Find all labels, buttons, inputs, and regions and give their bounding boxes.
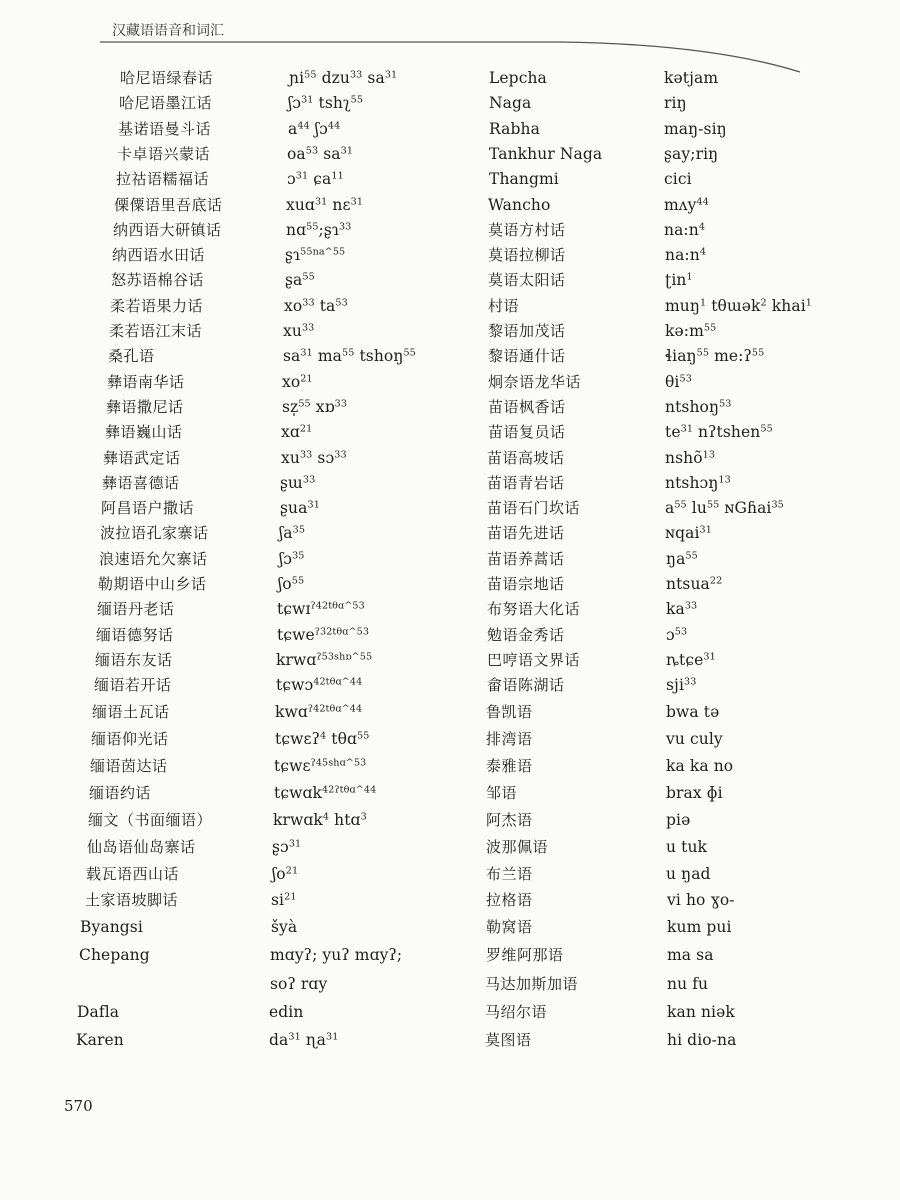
language-name-cell: Chepang [79, 946, 150, 965]
word-form-cell: tɕwe$^{ʔ32t\theta ɑ\^{}53}$ [277, 625, 370, 644]
language-name-cell: 彝语武定话 [103, 448, 181, 467]
word-form-cell: piə [666, 810, 691, 829]
language-name-cell: 纳西语大研镇话 [113, 220, 222, 239]
word-form-cell: $a^{55}$ $lu^{55}$ ɴGɦai$^{35}$ [665, 499, 784, 518]
word-form-cell: tɕwɛʔ$^4$ tθɑ$^{55}$ [275, 730, 370, 748]
language-name-cell: 怒苏语棉谷话 [111, 271, 205, 290]
word-form-cell: vu culy [666, 730, 723, 748]
language-name-cell: 彝语撒尼话 [106, 397, 184, 416]
language-name-cell: 浪速语允欠寨话 [99, 549, 208, 568]
language-name-cell: 阿杰语 [486, 810, 533, 829]
word-form-cell: ɔ$^{31}$ ɕa$^{11}$ [287, 170, 344, 189]
word-form-cell: tɕwɔ$^{42t\theta ɑ\^{}44}$ [276, 676, 363, 695]
language-name-cell: 苗语宗地话 [487, 575, 565, 593]
language-name-cell: 苗语石门坎话 [487, 499, 581, 518]
word-form-cell: ʈin$^1$ [665, 271, 693, 290]
word-form-cell: maŋ-siŋ [664, 119, 727, 138]
word-form-cell: u ŋad [666, 864, 711, 883]
word-form-cell: muŋ$^1$ tθɯək$^2$ khai$^1$ [665, 296, 812, 315]
word-form-cell: $te^{31}$ nʔtshen$^{55}$ [665, 423, 773, 442]
word-form-cell: $na:n^4$ [665, 246, 707, 265]
word-form-cell: kan niək [667, 1002, 735, 1021]
language-name-cell: 柔若语江末话 [109, 322, 203, 340]
word-form-cell: tɕwɑk$^{42ʔt\theta ɑ\^{}44}$ [274, 783, 377, 802]
language-name-cell: 勒期语中山乡话 [98, 575, 207, 593]
word-form-cell: kwɑ$^{ʔ42t\theta ɑ\^{}44}$ [275, 703, 363, 722]
word-form-cell: ma sa [667, 946, 714, 965]
word-form-cell: riŋ [664, 94, 687, 113]
language-name-cell: 纳西语水田话 [112, 246, 206, 265]
word-form-cell: $xu^{33}$ sɔ$^{33}$ [281, 448, 347, 467]
language-name-cell: 缅语茵达话 [90, 756, 168, 775]
language-name-cell: 畲语陈湖话 [487, 676, 565, 695]
word-form-cell: xɑ$^{21}$ [281, 423, 313, 442]
language-name-cell: Naga [489, 94, 532, 113]
language-name-cell: 傈僳语里吾底话 [114, 195, 223, 214]
word-form-cell: nu fu [667, 974, 709, 993]
word-form-cell: ʂɿ$^{55na\^{}55}$ [285, 246, 346, 265]
language-name-cell: 苗语养蒿话 [487, 549, 565, 568]
word-form-cell: nshõ$^{13}$ [665, 448, 716, 467]
word-form-cell: ntshɔŋ$^{13}$ [665, 473, 731, 492]
language-name-cell: 鲁凯语 [486, 703, 533, 722]
language-name-cell: 莫语方村话 [488, 220, 566, 239]
language-name-cell: 土家语坡脚话 [85, 891, 179, 910]
language-name-cell: Thangmi [489, 170, 559, 189]
language-name-cell: 波拉语孔家寨话 [100, 524, 209, 543]
word-form-cell: $xo^{21}$ [282, 372, 313, 391]
word-form-cell: bwa tə [666, 703, 720, 722]
language-name-cell: Byangsi [80, 918, 143, 937]
language-name-cell: 仙岛语仙岛寨话 [87, 837, 196, 856]
language-name-cell: 泰雅语 [486, 756, 533, 775]
word-form-cell: ɬiaŋ$^{55}$ me:ʔ$^{55}$ [665, 347, 765, 366]
language-name-cell: 布努语大化话 [487, 600, 581, 619]
language-name-cell: 苗语复员话 [488, 423, 566, 442]
language-name-cell: 炯奈语龙华话 [488, 372, 582, 391]
language-name-cell: 阿昌语户撒话 [101, 499, 195, 518]
word-form-cell: sz̩$^{55}$ xɒ$^{33}$ [282, 397, 348, 416]
word-form-cell: $da^{31}$ ɳa$^{31}$ [269, 1030, 339, 1049]
word-form-cell: ʂay;riŋ [664, 144, 719, 163]
word-form-cell: u tuk [666, 837, 708, 856]
language-name-cell: 彝语喜德话 [102, 473, 180, 492]
language-name-cell: 村语 [488, 296, 520, 315]
language-name-cell: 哈尼语绿春话 [120, 69, 214, 87]
language-name-cell: Tankhur Naga [489, 144, 603, 163]
language-name-cell: 勒窝语 [486, 918, 533, 937]
word-form-cell: ʃɔ$^{35}$ [279, 549, 305, 568]
word-form-cell: $ŋa^{55}$ [666, 549, 698, 568]
language-name-cell: 波那佩语 [486, 837, 549, 856]
word-form-cell: nɑ$^{55}$;ʂɿ$^{33}$ [286, 220, 352, 239]
language-name-cell: 马达加斯加语 [485, 974, 579, 993]
language-name-cell: 基诺语曼斗话 [118, 119, 212, 138]
page-number: 570 [64, 1097, 93, 1115]
language-name-cell: Wancho [488, 195, 551, 214]
word-form-cell: hi dio-na [667, 1030, 737, 1049]
language-name-cell: 载瓦语西山话 [86, 864, 180, 883]
word-form-cell: soʔ rɑy [270, 974, 328, 993]
word-form-cell: mɑyʔ; yuʔ mɑyʔ; [270, 946, 403, 965]
word-form-cell: šyà [271, 918, 298, 937]
word-form-cell: kum pui [667, 918, 732, 937]
word-form-cell: krwɑ$^{ʔ53shɒ\^{}55}$ [276, 650, 373, 669]
language-name-cell: 桑孔语 [108, 347, 155, 366]
word-form-cell: ʃa$^{35}$ [279, 524, 306, 543]
word-form-cell: tɕwɪ$^{ʔ42t\theta ɑ\^{}53}$ [277, 600, 365, 619]
word-form-cell: $na:n^4$ [664, 220, 706, 239]
language-name-cell: 缅语德努话 [96, 625, 174, 644]
word-form-cell: ntsua$^{22}$ [666, 575, 723, 593]
language-name-cell: 哈尼语墨江话 [119, 94, 213, 113]
language-name-cell: 彝语巍山话 [105, 423, 183, 442]
word-form-cell: mʌy$^{44}$ [664, 195, 709, 214]
word-form-cell: $xo^{33}$ $ta^{53}$ [284, 296, 348, 315]
language-name-cell: 卡卓语兴蒙话 [117, 144, 211, 163]
word-form-cell: $\theta i^{53}$ [665, 372, 692, 391]
language-name-cell: 苗语先进话 [487, 524, 565, 543]
language-name-cell: 缅语仰光话 [91, 730, 169, 748]
language-name-cell: 马绍尔语 [485, 1002, 548, 1021]
word-form-cell: vi ho ɣo- [667, 891, 735, 910]
language-name-cell: 罗维阿那语 [486, 946, 564, 965]
word-form-cell: krwɑk$^4$ htɑ$^3$ [273, 810, 367, 829]
word-form-cell: ɲi$^{55}$ dzu$^{33}$ $sa^{31}$ [289, 69, 398, 87]
language-name-cell: 苗语高坡话 [487, 448, 565, 467]
word-form-cell: $xu^{33}$ [283, 322, 315, 340]
language-name-cell: 缅语约话 [89, 783, 152, 802]
word-form-cell: ʂua$^{31}$ [280, 499, 320, 518]
word-form-cell: kətjam [664, 69, 719, 87]
word-form-cell: $sa^{31}$ $ma^{55}$ tshoŋ$^{55}$ [283, 347, 416, 366]
language-name-cell: 拉祜语糯福话 [116, 170, 210, 189]
language-name-cell: 邹语 [486, 783, 518, 802]
word-form-cell: edin [269, 1002, 304, 1021]
language-name-cell: 缅语丹老话 [97, 600, 175, 619]
word-form-cell: cici [664, 170, 692, 189]
word-form-cell: ʂɔ$^{31}$ [272, 837, 302, 856]
language-name-cell: 苗语青岩话 [487, 473, 565, 492]
word-form-cell: tɕwɛ$^{ʔ45shɑ\^{}53}$ [274, 756, 367, 775]
language-name-cell: 莫语拉柳话 [488, 246, 566, 265]
language-name-cell: Rabha [489, 119, 540, 138]
language-name-cell: 布兰语 [486, 864, 533, 883]
word-form-cell: ɴqai$^{31}$ [665, 524, 712, 543]
language-name-cell: 彝语南华话 [107, 372, 185, 391]
word-form-cell: $a^{44}$ ʃɔ$^{44}$ [288, 119, 341, 138]
word-form-cell: $si^{21}$ [271, 891, 297, 910]
word-form-cell: ʂɯ$^{33}$ [280, 473, 316, 492]
word-form-cell: ʃo$^{21}$ [272, 864, 299, 883]
language-name-cell: 巴哼语文界话 [487, 650, 581, 669]
language-name-cell: 排湾语 [486, 730, 533, 748]
language-name-cell: 缅语若开话 [94, 676, 172, 695]
word-form-cell: ʂa$^{55}$ [285, 271, 315, 290]
word-form-cell: $kə:m^{55}$ [665, 322, 717, 340]
word-form-cell: ʃo$^{55}$ [278, 575, 305, 593]
language-name-cell: 黎语通什话 [488, 347, 566, 366]
language-name-cell: 拉格语 [486, 891, 533, 910]
word-form-cell: ntshoŋ$^{53}$ [665, 397, 732, 416]
language-name-cell: 缅语东友话 [95, 650, 173, 669]
language-name-cell: 缅语土瓦话 [92, 703, 170, 722]
word-form-cell: brax ɸi [666, 783, 723, 802]
language-name-cell: 莫语太阳话 [488, 271, 566, 290]
language-name-cell: 黎语加茂话 [488, 322, 566, 340]
language-name-cell: Karen [76, 1030, 124, 1049]
word-form-cell: ʃɔ$^{31}$ tshʅ$^{55}$ [288, 94, 364, 113]
word-form-cell: $ka^{33}$ [666, 600, 698, 619]
language-name-cell: 缅文（书面缅语） [88, 810, 213, 829]
language-name-cell: 莫图语 [485, 1030, 532, 1049]
language-name-cell: 勉语金秀话 [487, 625, 565, 644]
word-form-cell: ka ka no [666, 756, 734, 775]
word-form-cell: ɔ$^{53}$ [666, 625, 688, 644]
running-head: 汉藏语语音和词汇 [112, 23, 224, 39]
language-name-cell: Dafla [77, 1002, 120, 1021]
word-form-cell: $oa^{53}$ $sa^{31}$ [287, 144, 354, 163]
word-form-cell: ȵtɕe$^{31}$ [666, 650, 716, 669]
word-form-cell: xuɑ$^{31}$ nɛ$^{31}$ [286, 195, 364, 214]
language-name-cell: 苗语枫香话 [488, 397, 566, 416]
language-name-cell: 柔若语果力话 [110, 296, 204, 315]
language-name-cell: Lepcha [489, 69, 547, 87]
word-form-cell: sji$^{33}$ [666, 676, 697, 695]
